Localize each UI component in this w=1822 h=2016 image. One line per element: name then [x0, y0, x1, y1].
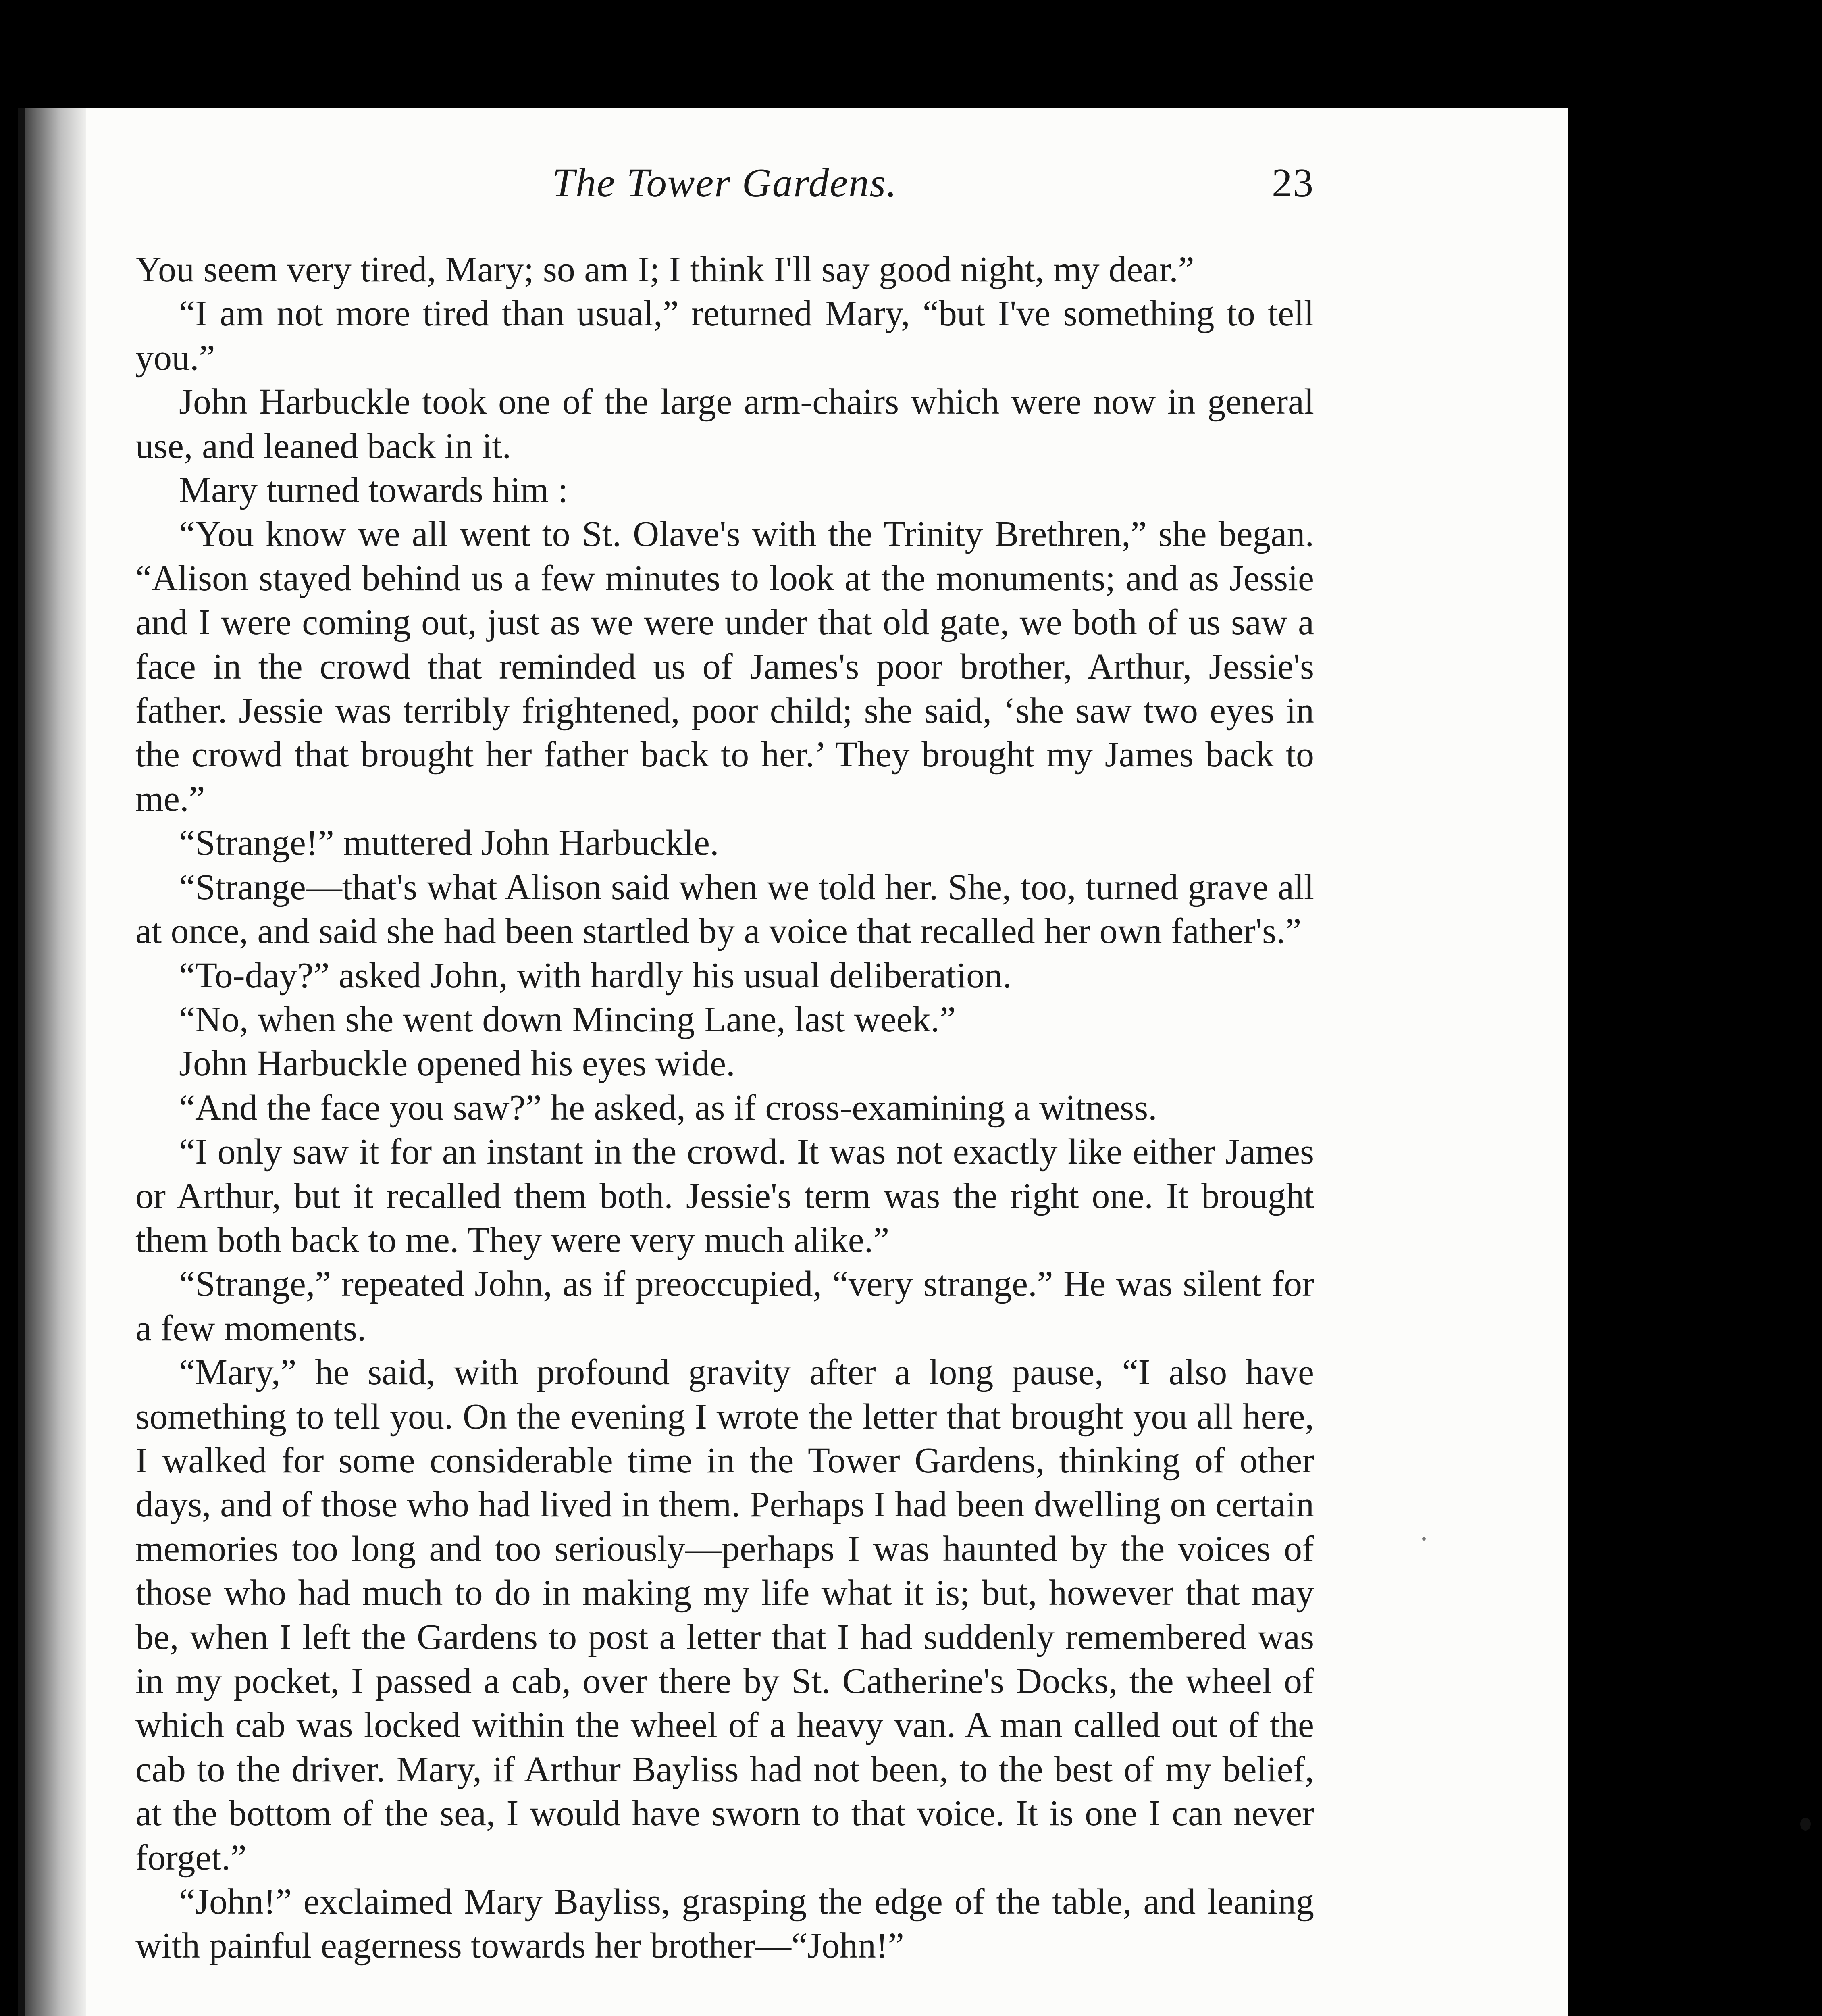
scan-speck: [1422, 1537, 1426, 1541]
scan-speck: [1800, 1818, 1811, 1831]
paragraph: Mary turned towards him :: [179, 470, 568, 510]
paragraph: “Mary,” he said, with profound gravity after a long pause, “I also have something to tell you. On the evening I wrote the letter that brought you all here, I walked for some considerable time in the Tower Gardens, thinking of other days, and of those who had lived in them. Perhaps I had been dwelling on certain memories too long and too seriously—perhaps I was haunted by the voices of those who had much to do in making my life what it is; but, however that may be, when I left the Gardens to post a letter that I had suddenly remembered was in my pocket, I passed a cab, over there by St. Catherine's Docks, the wheel of which cab was locked within the wheel of a heavy van. A man called out of the cab to the driver. Mary, if Arthur Bayliss had not been, to the best of my belief, at the bottom of the sea, I would have sworn to that voice. It is one I can never forget.”: [135, 1352, 1314, 1878]
paragraph: “I am not more tired than usual,” returned Mary, “but I've something to tell you.”: [135, 294, 1314, 378]
body-text: [135, 248, 1314, 1968]
paragraph: “Strange—that's what Alison said when we told her. She, too, turned grave all at once, and said she had been startled by a voice that recalled her own father's.”: [135, 867, 1314, 952]
paragraph: “I only saw it for an instant in the crowd. It was not exactly like either James or Arthur, but it recalled them both. Jessie's term was the right one. It brought them both back to me. They were very much alike.”: [135, 1132, 1314, 1260]
running-header: [135, 159, 1314, 220]
paragraph: John Harbuckle took one of the large arm-chairs which were now in general use, and leaned back in it.: [135, 382, 1314, 466]
paragraph: “Strange!” muttered John Harbuckle.: [179, 823, 719, 863]
page-number: 23: [1272, 160, 1314, 205]
page-edge: [18, 108, 25, 2016]
book-spine-shadow: [18, 108, 86, 2016]
running-title: The Tower Gardens.: [552, 160, 898, 205]
paragraph: “Strange,” repeated John, as if preoccupied, “very strange.” He was silent for a few moments.: [135, 1264, 1314, 1348]
paragraph: “And the face you saw?” he asked, as if cross-examining a witness.: [179, 1087, 1157, 1128]
paragraph: You seem very tired, Mary; so am I; I think I'll say good night, my dear.”: [135, 250, 1194, 289]
paragraph: “John!” exclaimed Mary Bayliss, grasping the edge of the table, and leaning with painful eagerness towards her brother—“John!”: [135, 1882, 1314, 1966]
paragraph: “You know we all went to St. Olave's with the Trinity Brethren,” she began. “Alison stayed behind us a few minutes to look at the monuments; and as Jessie and I were coming out, just as we were under that old gate, we both of us saw a face in the crowd that reminded us of James's poor brother, Arthur, Jessie's father. Jessie was terribly frightened, poor child; she said, ‘she saw two eyes in the crowd that brought her father back to her.’ They brought my James back to me.”: [135, 514, 1314, 819]
paragraph: “No, when she went down Mincing Lane, last week.”: [179, 999, 956, 1039]
paragraph: John Harbuckle opened his eyes wide.: [179, 1043, 735, 1084]
paragraph: “To-day?” asked John, with hardly his usual deliberation.: [179, 955, 1012, 996]
